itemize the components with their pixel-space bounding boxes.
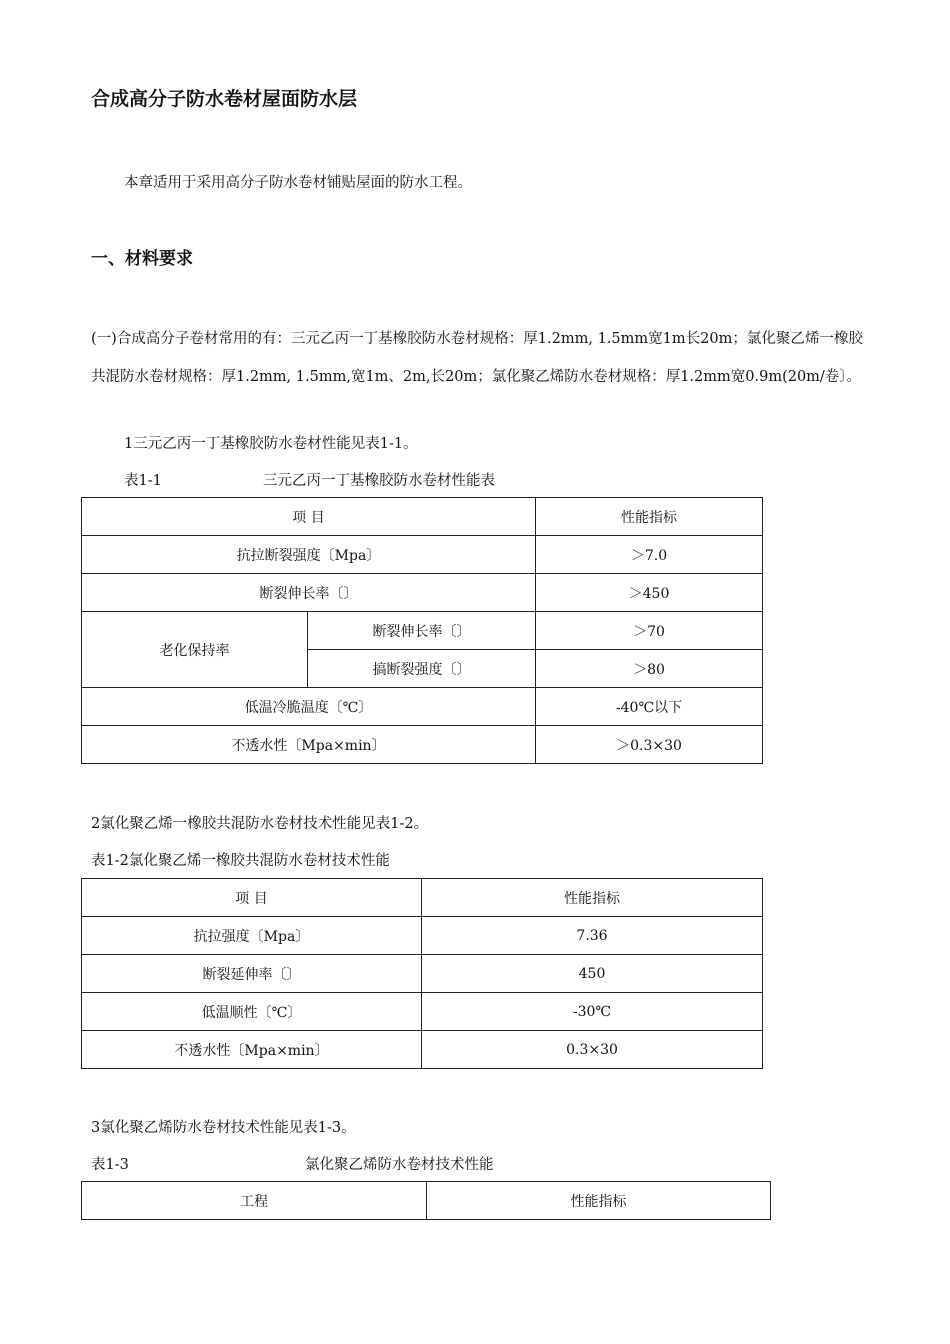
table-row <box>82 1031 763 1069</box>
table-row <box>82 917 763 955</box>
table-cell-value: 0.3×30 <box>422 1031 763 1069</box>
item-3-text: 3氯化聚乙烯防水卷材技术性能见表1-3。 <box>91 1120 356 1136</box>
item-1-text: 1三元乙丙一丁基橡胶防水卷材性能见表1-1。 <box>124 436 418 452</box>
table-1 <box>81 497 763 764</box>
table-header-item: 项 目 <box>82 879 422 917</box>
table-cell-value: ＞7.0 <box>536 536 763 574</box>
table-cell-value: ＞450 <box>536 574 763 612</box>
table-cell-item: 抗拉断裂强度〔Mpa〕 <box>82 536 536 574</box>
table-cell-item: 低温顺性〔℃〕 <box>82 993 422 1031</box>
table-cell-item: 不透水性〔Mpa×min〕 <box>82 1031 422 1069</box>
table-cell-item: 断裂延伸率〔〕 <box>82 955 422 993</box>
table-cell-value: ＞70 <box>536 612 763 650</box>
table-cell-item: 抗拉强度〔Mpa〕 <box>82 917 422 955</box>
table-row <box>82 955 763 993</box>
table-group-label: 老化保持率 <box>82 612 308 688</box>
table-row <box>82 536 763 574</box>
table-2 <box>81 878 763 1069</box>
item-2-text: 2氯化聚乙烯一橡胶共混防水卷材技术性能见表1-2。 <box>91 816 429 832</box>
table-header-value: 性能指标 <box>427 1182 771 1220</box>
table-row <box>82 574 763 612</box>
table-row <box>82 498 763 536</box>
table-1-caption-number: 表1-1 <box>124 473 162 489</box>
table-row <box>82 612 763 650</box>
table-cell-item: 低温冷脆温度〔℃〕 <box>82 688 536 726</box>
table-header-item: 工程 <box>82 1182 427 1220</box>
table-cell-value: -40℃以下 <box>536 688 763 726</box>
intro-paragraph: 本章适用于采用高分子防水卷材铺贴屋面的防水工程。 <box>124 175 472 191</box>
table-cell-item: 断裂伸长率〔〕 <box>308 612 536 650</box>
table-2-caption: 表1-2氯化聚乙烯一橡胶共混防水卷材技术性能 <box>91 853 390 869</box>
table-header-value: 性能指标 <box>536 498 763 536</box>
table-cell-item: 断裂伸长率〔〕 <box>82 574 536 612</box>
table-1-caption-title: 三元乙丙一丁基橡胶防水卷材性能表 <box>263 473 495 489</box>
table-cell-value: ＞80 <box>536 650 763 688</box>
table-cell-item: 不透水性〔Mpa×min〕 <box>82 726 536 764</box>
table-3-caption-number: 表1-3 <box>91 1157 129 1173</box>
document-title: 合成高分子防水卷材屋面防水层 <box>91 88 358 110</box>
table-cell-value: ＞0.3×30 <box>536 726 763 764</box>
table-cell-value: 450 <box>422 955 763 993</box>
table-cell-value: -30℃ <box>422 993 763 1031</box>
table-row <box>82 993 763 1031</box>
table-header-value: 性能指标 <box>422 879 763 917</box>
table-row <box>82 688 763 726</box>
table-row <box>82 879 763 917</box>
table-3-caption-title: 氯化聚乙烯防水卷材技术性能 <box>305 1157 494 1173</box>
material-types-paragraph: (一)合成高分子卷材常用的有：三元乙丙一丁基橡胶防水卷材规格：厚1.2mm, 1.5mm宽1m长20m；氯化聚乙烯一橡胶共混防水卷材规格：厚1.2mm, 1.5mm,宽1m、2m,长20m；氯化聚乙烯防水卷材规格：厚1.2mm宽0.9m(20m/卷〕。 <box>91 331 863 385</box>
table-cell-value: 7.36 <box>422 917 763 955</box>
table-3 <box>81 1181 771 1220</box>
table-row <box>82 726 763 764</box>
table-row <box>82 1182 771 1220</box>
table-header-item: 项 目 <box>82 498 536 536</box>
section-heading-material-requirements: 一、材料要求 <box>91 249 193 269</box>
table-cell-item: 搞断裂强度〔〕 <box>308 650 536 688</box>
